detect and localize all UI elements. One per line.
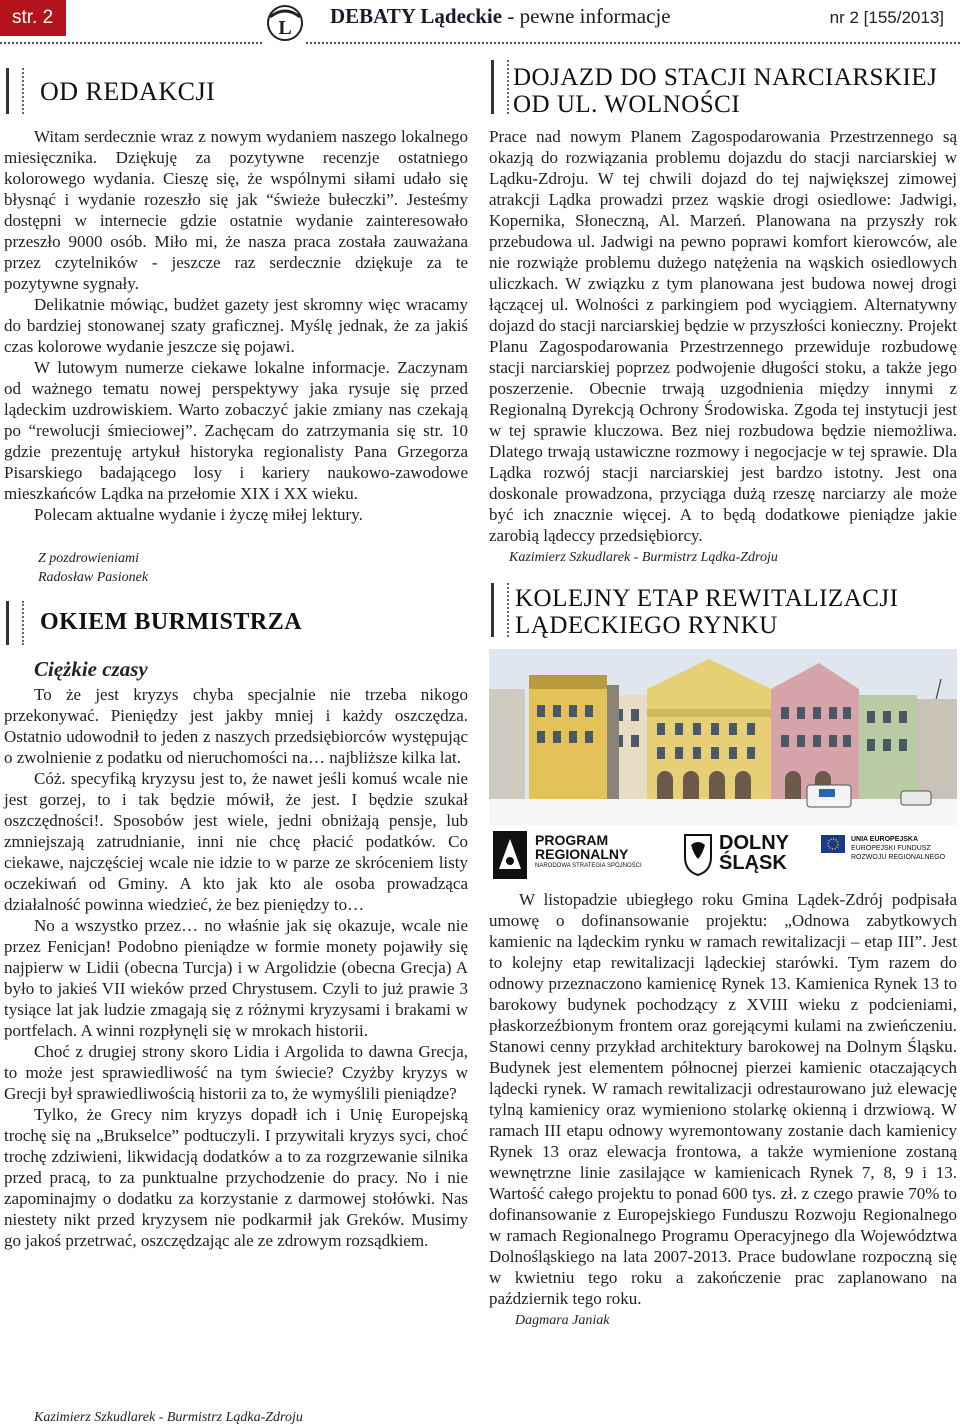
page-header xyxy=(0,0,960,40)
okiem-burmistrza-body xyxy=(4,684,468,1251)
paragraph: Cóż. specyfiką kryzysu jest to, że nawet jeśli komuś wcale nie jest gorzej, to i tak będzie mówił, że jest. I będzie szukał oszczędności!. Sposobów jest wiele, jedni obniżają pensje, lub zmniejszają zatrudnianie, inni nie chcę płacić podatków. Co ciekawe, najczęściej wcale nie idzie to w parze ze skróceniem listy oczekiwań od Gminy. A kto jak kto ale osoba prowadząca działalność powinna wiedzieć, że bez pieniędzy to… xyxy=(4,769,468,914)
paragraph: Witam serdecznie wraz z nowym wydaniem naszego lokalnego miesięcznika. Dziękuję za pozytywne recenzje ostatniego kolorowego wydania. Cieszę się, że wspólnymi siłami udało się błysnąć i wydanie rozeszło się jak “świeże bułeczki”. Jesteśmy dostępni w internecie gdzie ostatnie wydanie zainteresowało przeszło 9000 osób. Miło mi, że nasza praca została zauważana przez czytelników - jeszcze raz serdecznie dziękuje za te pozytywne sygnały. xyxy=(4,127,468,293)
section-bar xyxy=(491,60,509,114)
dojazd-title-line1: DOJAZD DO STACJI NARCIARSKIEJ xyxy=(513,64,938,91)
newspaper-title-bold: DEBATY Lądeckie xyxy=(330,4,503,28)
dolny-slask-logo xyxy=(719,833,789,873)
paragraph: Tylko, że Grecy nim kryzys dopadł ich i Unię Europejską trochę się na „Brukselce” podtuczyli. I przywitali kryzys syci, choć trochę zdziwieni, likwidacją dodatków a to za rozgrzewanie silnika przed pracą, to za punktualne przychodzenie do pracy. No i nie zapominajmy o dodatku za korzystanie z darmowej stołówki. Nas niestety nikt przed kryzysem nie podkarmił jak Greków. Musimy go jakoś przetrwać, oszczędzając ale ze zdrowym rozsądkiem. xyxy=(4,1105,468,1250)
eu-flag-icon xyxy=(821,835,845,853)
od-redakcji-header xyxy=(4,64,468,118)
program-regionalny-logo xyxy=(535,833,642,871)
program-label-line1: PROGRAM xyxy=(535,832,609,848)
rewitalizacja-title xyxy=(515,579,957,639)
right-column xyxy=(489,56,957,1330)
program-regionalny-icon xyxy=(493,831,527,879)
eu-label-line2: EUROPEJSKI FUNDUSZ xyxy=(851,845,931,852)
dojazd-title xyxy=(513,56,957,118)
paragraph: Delikatnie mówiąc, budżet gazety jest skromny więc wracamy do bardziej stonowanej szaty graficznej. Myślę jednak, że za jakiś czas kolorowe wydanie jeszcze się pojawi. xyxy=(4,295,468,356)
newspaper-logo xyxy=(262,3,308,43)
page-number: str. 2 xyxy=(0,0,66,36)
program-label-line2: REGIONALNY xyxy=(535,846,629,862)
newspaper-title-rest: - pewne informacje xyxy=(502,4,671,28)
paragraph: No a wszystko przez… no właśnie jak się okazuje, wcale nie przez Fenicjan! Podobno pieniądze w formie monety pojawiły się najpierw w Lidii (obecna Turcja) i w Argolidzie (obecna Grecja) A było to jakieś VII wieków przed Chrystusem. Czyli to już prawie 3 tysiące lat jak ludzie zmagają się z różnymi kryzysami i brakami w portfelach. A winni rozpłynęli się w mrokach historii. xyxy=(4,916,468,1040)
dojazd-header xyxy=(489,56,957,118)
dolny-label-line1: DOLNY xyxy=(719,832,789,854)
dojazd-body xyxy=(489,126,957,546)
section-bar xyxy=(6,601,24,645)
dolny-slask-icon xyxy=(683,831,713,877)
okiem-burmistrza-title: OKIEM BURMISTRZA xyxy=(40,609,303,635)
paragraph: Prace nad nowym Planem Zagospodarowania Przestrzennego są okazją do rozwiązania problemu dojazdu do stacji narciarskiej w Lądku-Zdroju. W tej chwili dojazd do tej największej zimowej atrakcji Lądka prowadzi przez wąskie drogi osiedlowe: Jadwigi, Kopernika, Słoneczną, Al. Marzeń. Planowana na przyszły rok przebudowa ul. Jadwigi na pewno poprawi komfort kierowców, ale nie rozwiąże problemu dużego natężenia na wąskich osiedlowych uliczkach. W związku z tym planowana jest budowa nowej drogi łączącej ul. Wolności z parkingiem pod wyciągiem. Alternatywny dojazd do stacji narciarskiej będzie w przyszłości konieczny. Projekt Planu Zagospodarowania Przestrzennego przewiduje rozbudowę stacji narciarskiej poprzez podwojenie długości stoku, a także jego poszerzenie. Obecnie trwają uzgodnienia między innymi z Regionalną Dyrekcją Ochrony Środowiska. Zgoda tej instytucji jest w tej sprawie kluczowa. Bez niej rozbudowa będzie niemożliwa. Dlatego trwają ustawiczne rozmowy i negocjacje w tej sprawie. Dla Lądka rozwój stacji narciarskiej jest bardzo istotny. Jest ona doskonale prowadzona, przyciąga dużą rzeszę narciarzy ale może być ich znacznie więcej. A to będą dodatkowe pieniądze jakie zarobią lądeccy przedsiębiorcy. xyxy=(489,127,957,545)
left-column xyxy=(4,56,468,1425)
issue-number: nr 2 [155/2013] xyxy=(829,8,944,27)
dolny-label-line2: ŚLĄSK xyxy=(719,852,787,874)
signature-author: Radosław Pasionek xyxy=(38,570,149,585)
od-redakcji-signature xyxy=(4,549,468,587)
paragraph: W lutowym numerze ciekawe lokalne informacje. Zaczynam od ważnego tematu nowej perspektywy jaka rysuje się przed lądeckim uzdrowiskiem. Warto zobaczyć jakie zmiany nas czekają po “rewolucji śmieciowej”. Zachęcam do zatrzymania się str. 10 gdzie prezentuję artykuł historyka regionalisty Pana Grzegorza Pisarskiego badającego losy i kariery naukowo-zawodowe mieszkańców Lądka na przełomie XIX i XX wieku. xyxy=(4,358,468,503)
rewitalizacja-title-line1: KOLEJNY ETAP REWITALIZACJI xyxy=(515,585,899,612)
eu-logo xyxy=(851,835,945,862)
section-bar xyxy=(6,68,24,114)
logo-letter: L xyxy=(278,17,292,39)
program-label-line3: NARODOWA STRATEGIA SPÓJNOŚCI xyxy=(535,863,642,869)
od-redakcji-title: OD REDAKCJI xyxy=(40,77,216,106)
signature-greeting: Z pozdrowieniami xyxy=(38,551,139,566)
paragraph: Polecam aktualne wydanie i życzę miłej lektury. xyxy=(34,505,363,524)
funding-logos xyxy=(489,829,957,883)
rewitalizacja-title-line2: LĄDECKIEGO RYNKU xyxy=(515,612,778,639)
section-bar xyxy=(491,583,509,637)
newspaper-title xyxy=(330,4,671,29)
okiem-burmistrza-header xyxy=(4,597,468,649)
paragraph: Choć z drugiej strony skoro Lidia i Argolida to dawna Grecja, to może jest sprawiedliwość na tym świecie? Czyżby kryzys w Grecji był sprawiedliwością historii za to, że wymyślili pieniądze? xyxy=(4,1042,468,1103)
market-square-photo xyxy=(489,649,957,825)
header-rule-right xyxy=(306,42,960,44)
paragraph: W listopadzie ubiegłego roku Gmina Lądek-Zdrój podpisała umowę o dofinansowanie projektu: „Odnowa zabytkowych kamienic na lądeckim rynku w ramach rewitalizacji – etap III”. Jest to kolejny etap rewitalizacji lądeckiej starówki. Tym razem do odnowy przeznaczono kamienicę Rynek 13. Kamienica Rynek 13 to barokowy budynek pochodzący z XVIII wieku z podcieniami, płaskorzeźbionym frontem oraz gorejącymi kulami na zwieńczeniu. Stanowi cenny przykład architektury barokowej na Dolnym Śląsku. Budynek jest elementem północnej pierzei kamienic otaczających lądecki rynek. W ramach rewitalizacji odrestaurowano już elewację tylną kamienicy oraz wymieniono stolarkę okienną i drzwiową. W ramach III etapu odnowy wyremontowany zostanie dach kamienicy Rynek 13 oraz elewacja frontowa, a także wymienione zostaną wewnętrzne linie zasilające w kamienicach Rynek 7, 8, 9 i 13. Wartość całego projektu to ponad 600 tys. zł. z czego prawie 70% to dofinansowanie z Europejskiego Funduszu Rozwoju Regionalnego w ramach Regionalnego Programu Operacyjnego dla Województwa Dolnośląskiego na lata 2007-2013. Prace budowlane rozpoczną się w kwietniu tego roku a zakończenie prac zaplanowano na październik tego roku. xyxy=(489,890,957,1308)
okiem-burmistrza-signature: Kazimierz Szkudlarek - Burmistrz Lądka-Zdroju xyxy=(34,1410,303,1425)
rewitalizacja-body xyxy=(489,889,957,1309)
header-rule-left xyxy=(0,42,262,44)
okiem-burmistrza-subtitle: Ciężkie czasy xyxy=(34,657,148,681)
rewitalizacja-header xyxy=(489,579,957,641)
eu-label-line3: ROZWOJU REGIONALNEGO xyxy=(851,854,946,861)
rewitalizacja-signature: Dagmara Janiak xyxy=(515,1313,610,1328)
dojazd-signature: Kazimierz Szkudlarek - Burmistrz Lądka-Zdroju xyxy=(509,550,778,565)
paragraph: To że jest kryzys chyba specjalnie nie trzeba nikogo przekonywać. Pieniędzy jest jakby mniej i każdy oszczędza. Ostatnio udowodnił to jeden z naszych przedsiębiorców występując o zwolnienie z podatku od nieruchomości na… najbliższe kilka lat. xyxy=(4,685,468,767)
od-redakcji-body xyxy=(4,126,468,525)
eu-label-line1: UNIA EUROPEJSKA xyxy=(851,836,919,843)
dojazd-title-line2: OD UL. WOLNOŚCI xyxy=(513,91,741,118)
